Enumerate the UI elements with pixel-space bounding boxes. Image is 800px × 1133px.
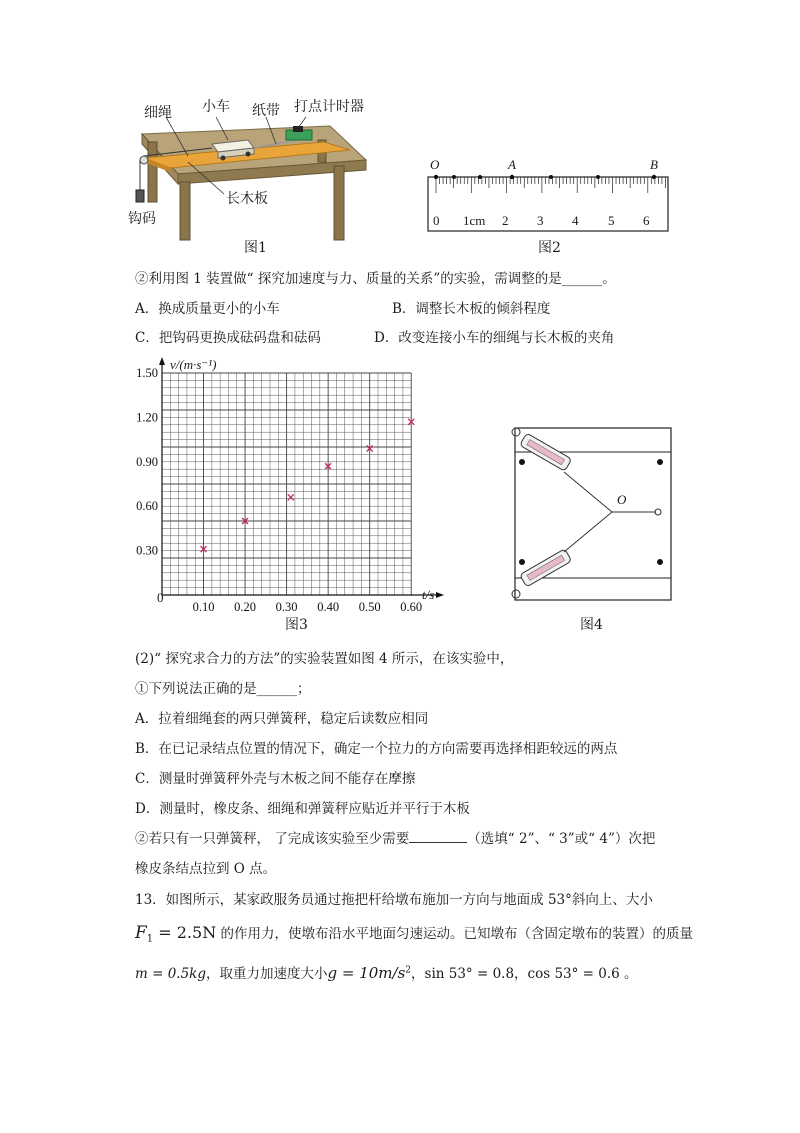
hook-weight (136, 190, 144, 202)
ruler-tick-4: 4 (572, 213, 579, 228)
ruler (420, 155, 675, 235)
x-tick-label: 0.10 (192, 600, 215, 611)
option-c: C．把钩码更换成砝码盘和砝码 (135, 330, 321, 346)
option-d: D．改变连接小车的细绳与长木板的夹角 (374, 330, 615, 346)
mass-value: m = 0.5kg (135, 966, 206, 982)
label-string: 细绳 (144, 105, 172, 121)
option-b: B．调整长木板的倾斜程度 (392, 301, 551, 317)
vt-chart (125, 355, 445, 611)
table-leg (148, 142, 157, 202)
ruler-tick-3: 3 (537, 213, 544, 228)
q2-stem2-line2: 橡皮条结点拉到 O 点。 (135, 861, 277, 877)
point-b (652, 175, 656, 179)
figure-1-caption: 图1 (244, 240, 267, 256)
y-tick-label: 0.60 (136, 499, 158, 514)
q2-option-c: C．测量时弹簧秤外壳与木板之间不能存在摩擦 (135, 771, 416, 787)
force-value: = 2.5N (153, 923, 217, 942)
figure-4 (500, 420, 690, 610)
pulley (140, 156, 148, 164)
force-subscript: 1 (146, 933, 154, 945)
x-tick-label: 0.20 (234, 600, 257, 611)
x-tick-label: 0.30 (275, 600, 298, 611)
fig4-point-o: O (617, 492, 627, 507)
x-tick-label: 0.60 (400, 600, 423, 611)
figure-1 (128, 92, 368, 252)
label-tape: 纸带 (252, 103, 280, 119)
answer-blank[interactable] (409, 830, 467, 843)
y-tick-label: 1.50 (136, 366, 158, 380)
chart-origin-label: 0 (157, 590, 164, 605)
force-symbol: F (135, 923, 147, 943)
q13-line3-mid: ，取重力加速度大小 (206, 966, 328, 982)
question-adjust-stem: ②利用图 1 装置做“ 探究加速度与力、质量的关系”的实验，需调整的是______。 (135, 271, 616, 287)
g-value: g = 10m/s (327, 964, 406, 982)
label-hook: 钩码 (128, 211, 156, 227)
label-board: 长木板 (226, 191, 268, 207)
force-board (500, 420, 690, 610)
y-tick-label: 0.30 (136, 543, 158, 558)
figure-2-caption: 图2 (538, 240, 561, 256)
point-a (510, 175, 514, 179)
ruler-tick-5: 5 (608, 213, 615, 228)
g-exponent: 2 (405, 965, 412, 976)
q2-stem2 (135, 827, 655, 847)
q2-option-b: B．在已记录结点位置的情况下，确定一个拉力的方向需要再选择相距较远的两点 (135, 741, 618, 757)
ruler-label-a: A (508, 157, 516, 172)
q13-line3 (135, 962, 638, 982)
q2-stem1: ①下列说法正确的是______； (135, 681, 311, 697)
q2-intro: (2)“ 探究求合力的方法”的实验装置如图 4 所示，在该实验中， (135, 651, 514, 667)
label-cart: 小车 (202, 99, 230, 115)
ruler-label-b: B (650, 157, 658, 172)
x-tick-label: 0.40 (317, 600, 340, 611)
data-point (288, 494, 294, 500)
label-timer: 打点计时器 (294, 99, 364, 115)
figure-3-caption: 图3 (285, 617, 308, 633)
q2-stem2-part-b: （选填“ 2”、“ 3”或“ 4”）次把 (467, 831, 656, 847)
figure-2 (420, 155, 675, 235)
ruler-tick-1: 1cm (463, 213, 486, 228)
trig-values: ，sin 53° = 0.8，cos 53° = 0.6 。 (411, 966, 638, 982)
ruler-tick-0: 0 (433, 213, 440, 228)
y-tick-label: 0.90 (136, 454, 158, 469)
x-axis-arrow (436, 592, 444, 598)
q2-stem2-part-a: ②若只有一只弹簧秤， 了完成该实验至少需要 (135, 831, 410, 847)
option-a: A．换成质量更小的小车 (135, 301, 280, 317)
q13-line1: 13．如图所示，某家政服务员通过拖把杆给墩布施加一方向与地面成 53°斜向上、大小 (135, 892, 653, 908)
q13-line2 (135, 922, 693, 945)
y-axis-arrow (159, 357, 165, 365)
q13-line2-rest: 的作用力，使墩布沿水平地面匀速运动。已知墩布（含固定墩布的装置）的质量 (220, 926, 693, 942)
x-tick-label: 0.50 (358, 600, 381, 611)
q2-option-a: A．拉着细绳套的两只弹簧秤，稳定后读数应相同 (135, 711, 429, 727)
y-tick-label: 1.20 (136, 410, 158, 425)
figure-4-caption: 图4 (580, 617, 603, 633)
ruler-label-o: O (430, 157, 440, 172)
q2-option-d: D．测量时，橡皮条、细绳和弹簧秤应贴近并平行于木板 (135, 801, 470, 817)
point-o (434, 175, 438, 179)
ruler-tick-2: 2 (502, 213, 509, 228)
figure-3-chart (125, 355, 445, 611)
chart-y-label: v/(m·s⁻¹) (170, 357, 217, 372)
chart-x-label: t/s (422, 587, 435, 602)
ruler-tick-6: 6 (643, 213, 650, 228)
